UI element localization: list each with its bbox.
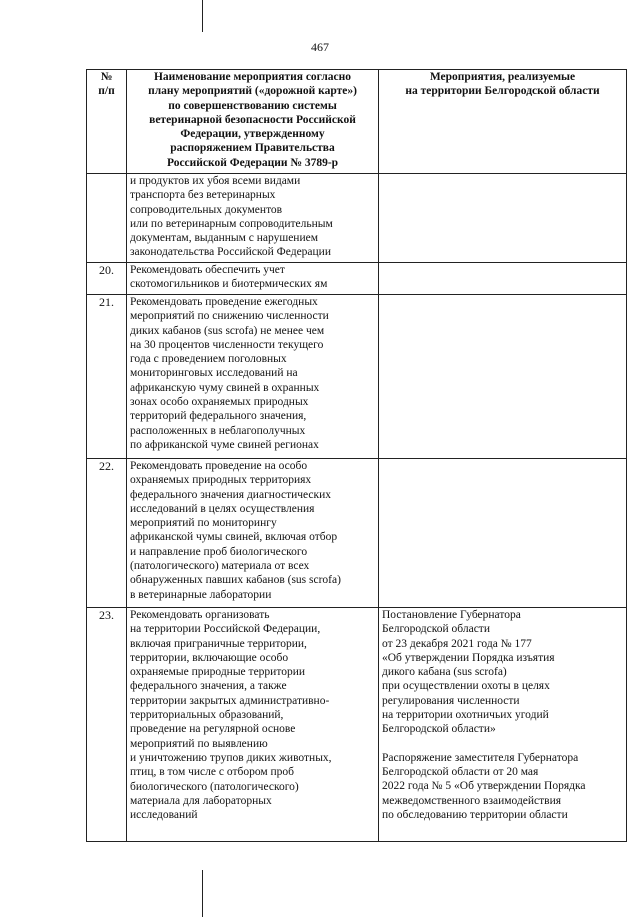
text-line: и продуктов их убоя всеми видами (130, 175, 301, 187)
text-line: мониторинговых исследований на (130, 367, 298, 380)
text-line: в ветеринарные лаборатории (130, 588, 272, 601)
text-line: проведение на регулярной основе (130, 723, 296, 736)
header-number-line: п/п (98, 85, 115, 98)
header-name-line: плану мероприятий («дорожной карте») (148, 85, 357, 98)
table-row (87, 174, 627, 263)
text-line: диких кабанов (sus scrofa) не менее чем (130, 324, 325, 337)
text-line: по обследованию территории области (382, 808, 568, 821)
row-realized (379, 174, 627, 263)
row-realized (379, 459, 627, 608)
text-line: скотомогильников и биотермических ям (130, 278, 328, 291)
text-line: расположенных в неблагополучных (130, 424, 306, 437)
row-realized (379, 295, 627, 459)
page-number: 467 (311, 40, 329, 54)
text-line: Рекомендовать проведение на особо (130, 460, 308, 472)
text-line: территории, включающие особо (130, 651, 289, 664)
text-line: мероприятий по выявлению (130, 737, 268, 750)
text-line: птиц, в том числе с отбором проб (130, 766, 295, 779)
text-line: межведомственного взаимодействия (382, 794, 562, 807)
text-line: африканской чумы свиней, включая отбор (130, 531, 338, 544)
text-line: территории закрытых административно- (130, 694, 330, 707)
fold-mark-bottom (202, 870, 203, 917)
row-measure-name (127, 459, 379, 608)
text-line: 2022 года № 5 «Об утверждении Порядка (382, 780, 586, 793)
text-line: охраняемые природные территории (130, 666, 306, 679)
row-number: 23. (87, 608, 127, 842)
text-line: от 23 декабря 2021 года № 177 (382, 637, 532, 650)
text-line: на 30 процентов численности текущего (130, 338, 324, 351)
text-line: и уничтожению трупов диких животных, (130, 751, 332, 764)
text-line: при осуществлении охоты в целях (382, 680, 550, 693)
text-line: Рекомендовать проведение ежегодных (130, 296, 318, 308)
header-number-line: № (100, 71, 113, 83)
text-line: мероприятий по мониторингу (130, 517, 277, 530)
header-name-line: распоряжением Правительства (170, 142, 335, 155)
row-measure-name (127, 174, 379, 263)
text-line: Постановление Губернатора (382, 609, 521, 621)
text-line: дикого кабана (sus scrofa) (382, 666, 507, 679)
text-line: (патологического) материала от всех (130, 560, 310, 573)
text-line: материала для лабораторных (130, 794, 272, 807)
header-name-line: Наименование мероприятия согласно (153, 71, 352, 83)
table-row (87, 295, 627, 459)
row-measure-name (127, 263, 379, 295)
row-realized (379, 263, 627, 295)
text-line: включая приграничные территории, (130, 637, 307, 650)
text-line: Рекомендовать обеспечить учет (130, 264, 285, 276)
header-realized-line: на территории Белгородской области (405, 85, 600, 98)
table-row (87, 459, 627, 608)
table-header-row (87, 70, 627, 174)
text-line: федерального значения, а также (130, 680, 287, 693)
text-line: африканскую чуму свиней в охранных (130, 381, 320, 394)
text-line: на территории охотничьих угодий (382, 709, 549, 722)
row-number (87, 174, 127, 263)
text-line: транспорта без ветеринарных (130, 189, 276, 202)
text-line: года с проведением поголовных (130, 353, 287, 366)
table-row (87, 263, 627, 295)
header-number (87, 70, 127, 174)
text-line: федерального значения диагностических (130, 488, 332, 501)
paragraph-gap (382, 737, 623, 751)
row-number: 22. (87, 459, 127, 608)
text-line: мероприятий по снижению численности (130, 310, 329, 323)
row-realized (379, 608, 627, 842)
text-line: исследований в целях осуществления (130, 502, 315, 515)
text-line: охраняемых природных территориях (130, 474, 312, 487)
text-line: Белгородской области от 20 мая (382, 765, 539, 778)
row-number: 20. (87, 263, 127, 295)
text-line: территорий федерального значения, (130, 410, 307, 423)
header-name-line: Российской Федерации № 3789-р (166, 156, 339, 169)
header-realized-line: Мероприятия, реализуемые (429, 71, 576, 83)
text-line: Распоряжение заместителя Губернатора (382, 751, 579, 764)
text-line: и направление проб биологического (130, 545, 308, 558)
text-line: зонах особо охраняемых природных (130, 396, 309, 409)
text-line: «Об утверждении Порядка изъятия (382, 651, 555, 664)
text-line: обнаруженных павших кабанов (sus scrofa) (130, 574, 341, 587)
header-name-line: ветеринарной безопасности Российской (149, 113, 356, 126)
text-line: биологического (патологического) (130, 780, 299, 793)
header-name-line: по совершенствованию системы (168, 99, 337, 112)
text-line: сопроводительных документов (130, 203, 283, 216)
row-number: 21. (87, 295, 127, 459)
row-measure-name (127, 608, 379, 842)
text-line: регулирования численности (382, 694, 520, 707)
text-line: законодательства Российской Федерации (130, 246, 331, 259)
text-line: по африканской чуме свиней регионах (130, 438, 319, 451)
header-measure-name (127, 70, 379, 174)
text-line: исследований (130, 809, 198, 822)
measures-table (86, 69, 627, 842)
text-line: на территории Российской Федерации, (130, 623, 321, 636)
text-line: территориальных образований, (130, 709, 284, 722)
text-line: или по ветеринарным сопроводительным (130, 217, 333, 230)
table-row (87, 608, 627, 842)
text-line: документам, выданным с нарушением (130, 232, 318, 245)
text-line: Белгородской области» (382, 723, 496, 736)
text-line: Рекомендовать организовать (130, 609, 270, 621)
header-name-line: Федерации, утвержденному (180, 128, 325, 141)
row-measure-name (127, 295, 379, 459)
fold-mark-top (202, 0, 203, 32)
header-realized-measures (379, 70, 627, 174)
text-line: Белгородской области (382, 623, 490, 636)
